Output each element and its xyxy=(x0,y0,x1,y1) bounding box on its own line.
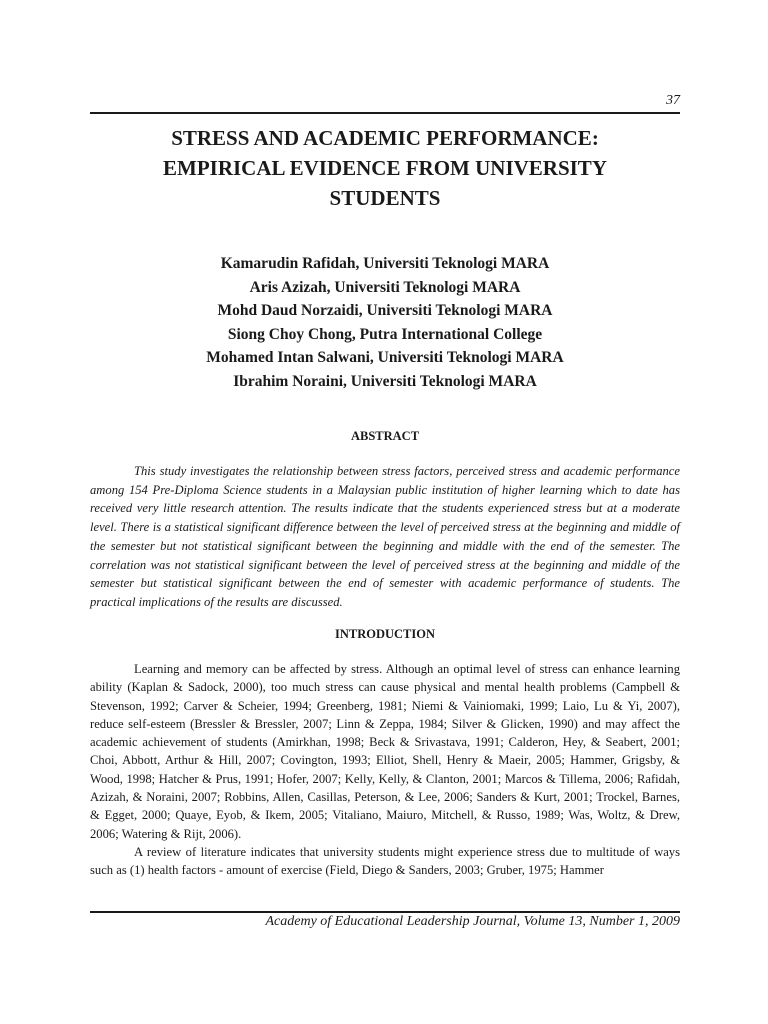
abstract-text: This study investigates the relationship between stress factors, perceived stress and academic performance among 154 Pre-Diploma Science students in a Malaysian public institution of higher learning which to date has received very little research attention. The results indicate that the students experienced stress but at a moderate level. There is a statistical significant difference between the level of perceived stress at the beginning and middle of the semester but not statistical significant between the beginning and middle with the end of the semester. The correlation was not statistical significant between the level of perceived stress at the beginning and middle of the semester but statistical significant between the end of semester with academic performance of students. The practical implications of the results are discussed. xyxy=(90,464,680,609)
introduction-paragraph: A review of literature indicates that university students might experience stress due to multitude of ways such as (1) health factors - amount of exercise (Field, Diego & Sanders, 2003; Gruber, 1975; Hammer xyxy=(90,844,680,878)
author-entry: Ibrahim Noraini, Universiti Teknologi MARA xyxy=(233,372,537,390)
author-entry: Siong Choy Chong, Putra International College xyxy=(227,325,543,343)
introduction-body xyxy=(90,660,680,880)
paper-title xyxy=(90,123,680,213)
author-entry: Mohd Daud Norzaidi, Universiti Teknologi MARA xyxy=(217,302,553,320)
introduction-heading: INTRODUCTION xyxy=(334,627,435,641)
title-line: STUDENTS xyxy=(329,186,441,210)
footer-rule xyxy=(90,911,680,913)
author-entry: Aris Azizah, Universiti Teknologi MARA xyxy=(249,278,521,296)
author-entry: Mohamed Intan Salwani, Universiti Teknologi MARA xyxy=(206,349,564,367)
author-entry: Kamarudin Rafidah, Universiti Teknologi MARA xyxy=(220,255,550,272)
title-line: EMPIRICAL EVIDENCE FROM UNIVERSITY xyxy=(163,156,607,180)
abstract-heading: ABSTRACT xyxy=(350,429,420,443)
journal-footer: Academy of Educational Leadership Journal, Volume 13, Number 1, 2009 xyxy=(265,914,680,929)
introduction-paragraph: Learning and memory can be affected by stress. Although an optimal level of stress can enhance learning ability (Kaplan & Sadock, 2000), too much stress can cause physical and mental health problems (Campbell & Stevenson, 1992; Carver & Scheier, 1994; Greenberg, 1981; Niemi & Vainiomaki, 1999; Laio, Lu & Yi, 2007), reduce self-esteem (Bressler & Bressler, 2007; Linn & Zeppa, 1984; Silver & Glicken, 1990) and may affect the academic achievement of students (Amirkhan, 1998; Beck & Srivastava, 1991; Calderon, Hey, & Seabert, 2001; Choi, Abbott, Arthur & Hill, 2007; Covington, 1993; Elliot, Shell, Henry & Maeir, 2005; Hammer, Grigsby, & Wood, 1998; Hatcher & Prus, 1991; Hofer, 2007; Kelly, Kelly, & Clanton, 2001; Marcos & Tillema, 2006; Rafidah, Azizah, & Noraini, 2007; Robbins, Allen, Casillas, Peterson, & Lee, 2006; Sanders & Kurt, 2001; Trockel, Barnes, & Egget, 2000; Quaye, Eyob, & Ikem, 2005; Vitaliano, Maiuro, Mitchell, & Russo, 1989; Was, Woltz, & Drew, 2006; Watering & Rijt, 2006). xyxy=(90,662,680,841)
title-line: STRESS AND ACADEMIC PERFORMANCE: xyxy=(171,126,599,150)
author-list xyxy=(90,252,680,394)
header-rule xyxy=(90,112,680,114)
page-number: 37 xyxy=(666,93,680,108)
